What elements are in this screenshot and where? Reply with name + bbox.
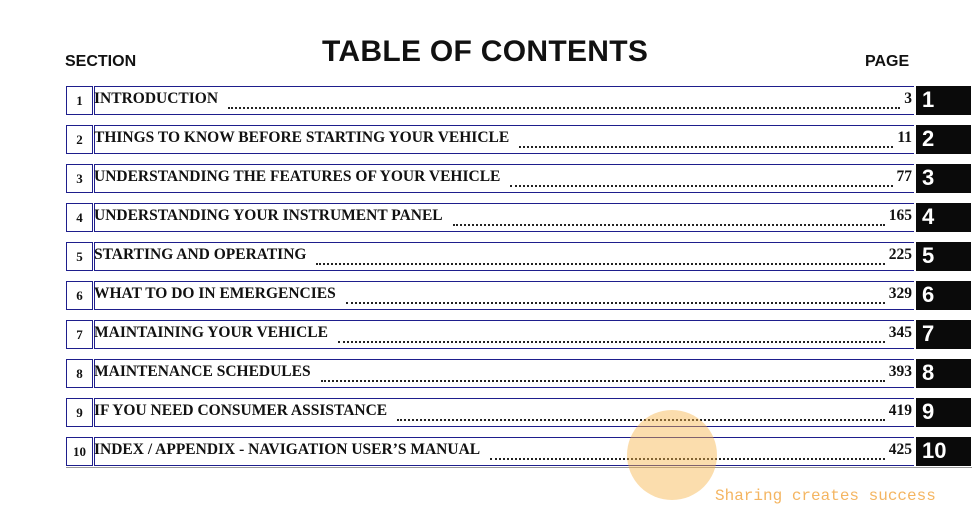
- entry-page-number: 329: [888, 285, 912, 302]
- entry-page-number: 11: [897, 129, 912, 146]
- entry-title: STARTING AND OPERATING: [94, 246, 307, 263]
- toc-row-9[interactable]: [66, 398, 972, 427]
- section-tab: [916, 203, 971, 232]
- toc-row-1[interactable]: [66, 86, 972, 115]
- entry-title: IF YOU NEED CONSUMER ASSISTANCE: [94, 402, 388, 419]
- toc-row-8[interactable]: [66, 359, 972, 388]
- entry-line: [94, 402, 912, 424]
- entry-page-number: 77: [896, 168, 912, 185]
- section-tab: [916, 359, 971, 388]
- page-title: TABLE OF CONTENTS: [322, 35, 649, 68]
- entry-page-number: 393: [888, 363, 912, 380]
- entry-line: [94, 90, 912, 112]
- section-tab-number: 9: [922, 399, 935, 424]
- entry-title: MAINTAINING YOUR VEHICLE: [94, 324, 328, 341]
- entry-line: [94, 441, 912, 463]
- toc-row-6[interactable]: [66, 281, 972, 310]
- dot-leader: [338, 337, 885, 343]
- section-tab-number: 1: [922, 87, 935, 112]
- entry-title: UNDERSTANDING THE FEATURES OF YOUR VEHICLE: [94, 168, 501, 185]
- section-number: 8: [66, 359, 93, 388]
- section-tab: [916, 125, 971, 154]
- entry-page-number: 425: [888, 441, 912, 458]
- entry-title: WHAT TO DO IN EMERGENCIES: [94, 285, 336, 302]
- entry-line: [94, 207, 912, 229]
- toc-row-4[interactable]: [66, 203, 972, 232]
- section-number: 1: [66, 86, 93, 115]
- entry-line: [94, 129, 912, 151]
- entry-title: UNDERSTANDING YOUR INSTRUMENT PANEL: [94, 207, 443, 224]
- section-tab: [916, 281, 971, 310]
- section-number: 2: [66, 125, 93, 154]
- toc-row-5[interactable]: [66, 242, 972, 271]
- section-column-header: SECTION: [65, 53, 137, 70]
- toc-row-3[interactable]: [66, 164, 972, 193]
- dot-leader: [228, 103, 900, 109]
- section-tab: [916, 437, 971, 466]
- section-tab-number: 3: [922, 165, 935, 190]
- section-tab-number: 7: [922, 321, 935, 346]
- entry-page-number: 3: [904, 90, 912, 107]
- entry-line: [94, 246, 912, 268]
- entry-line: [94, 324, 912, 346]
- dot-leader: [453, 220, 885, 226]
- section-tab: [916, 86, 971, 115]
- entry-page-number: 165: [888, 207, 912, 224]
- entry-page-number: 225: [888, 246, 912, 263]
- dot-leader: [397, 415, 885, 421]
- dot-leader: [510, 181, 892, 187]
- bottom-rule: [66, 467, 972, 468]
- entry-title: MAINTENANCE SCHEDULES: [94, 363, 311, 380]
- dot-leader: [321, 376, 885, 382]
- section-tab-number: 4: [922, 204, 935, 229]
- section-number: 6: [66, 281, 93, 310]
- section-tab-number: 6: [922, 282, 935, 307]
- dot-leader: [316, 259, 884, 265]
- entry-title: INTRODUCTION: [94, 90, 219, 107]
- section-tab: [916, 242, 971, 271]
- entry-page-number: 419: [888, 402, 912, 419]
- toc-row-10[interactable]: [66, 437, 972, 466]
- section-tab: [916, 164, 971, 193]
- dot-leader: [346, 298, 885, 304]
- section-tab: [916, 398, 971, 427]
- section-tab-number: 5: [922, 243, 935, 268]
- toc-row-7[interactable]: [66, 320, 972, 349]
- page-column-header: PAGE: [865, 53, 910, 70]
- entry-title: INDEX / APPENDIX - NAVIGATION USER’S MANUAL: [94, 441, 481, 458]
- section-number: 9: [66, 398, 93, 427]
- section-tab-number: 2: [922, 126, 935, 151]
- section-number: 7: [66, 320, 93, 349]
- entry-page-number: 345: [888, 324, 912, 341]
- section-tab: [916, 320, 971, 349]
- dot-leader: [519, 142, 893, 148]
- entry-line: [94, 168, 912, 190]
- toc-row-2[interactable]: [66, 125, 972, 154]
- watermark-logo-icon: [627, 410, 717, 500]
- section-number: 4: [66, 203, 93, 232]
- section-number: 3: [66, 164, 93, 193]
- section-tab-number: 10: [922, 438, 947, 463]
- section-tab-number: 8: [922, 360, 935, 385]
- entry-line: [94, 363, 912, 385]
- watermark-text: Sharing creates success: [715, 487, 936, 505]
- entry-title: THINGS TO KNOW BEFORE STARTING YOUR VEHICLE: [94, 129, 510, 146]
- section-number: 10: [66, 437, 93, 466]
- entry-line: [94, 285, 912, 307]
- section-number: 5: [66, 242, 93, 271]
